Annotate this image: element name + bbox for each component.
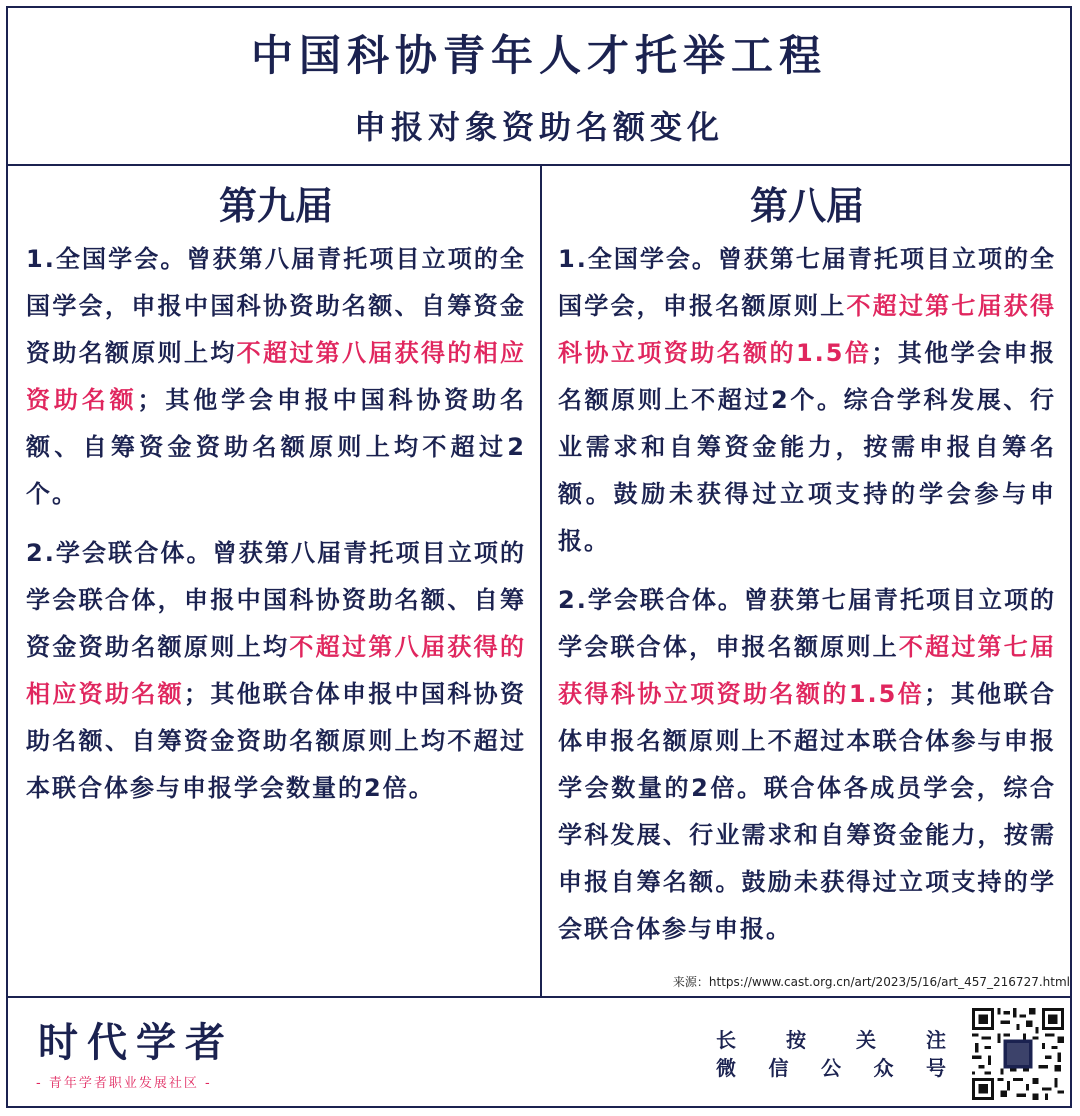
qr-caption-row-1 xyxy=(716,1026,946,1054)
body-text: ；其他联合体申报名额原则上不超过本联合体参与申报学会数量的2倍。联合体各成员学会，综合学科发展、行业需求和自筹资金能力，按需申报自筹名额。鼓励未获得过立项支持的学会联合体参与申报。 xyxy=(558,680,1057,943)
column-eighth-session xyxy=(542,166,1070,996)
paragraph-national-society-eighth xyxy=(558,236,1056,565)
body-text: 2.学会联合体。曾获第七届青托项目立项的学会联合体，申报名额原则上 xyxy=(558,586,1056,661)
brand-name: 时代学者 xyxy=(38,1020,234,1066)
qr-caption-row-2 xyxy=(716,1054,946,1082)
paragraph-national-society-ninth xyxy=(26,236,526,518)
source-url: 来源：https://www.cast.org.cn/art/2023/5/16/art_457_216727.html xyxy=(667,972,1070,992)
highlight-text: 不超过第八届获得的相应资助名额 xyxy=(26,339,527,414)
qr-caption-char: 按 xyxy=(786,1028,806,1052)
highlight-text: 不超过第七届获得科协立项资助名额的1.5倍 xyxy=(558,292,1057,367)
qr-caption-char: 长 xyxy=(716,1028,736,1052)
qr-caption-char: 号 xyxy=(926,1056,946,1080)
body-text: 1.全国学会。曾获第八届青托项目立项的全国学会，申报中国科协资助名额、自筹资金资助名额原则上均 xyxy=(26,245,526,367)
qr-caption-char: 众 xyxy=(873,1056,894,1080)
body-text: ；其他联合体申报中国科协资助名额、自筹资金资助名额原则上均不超过本联合体参与申报学会数量的2倍。 xyxy=(26,680,526,802)
body-text: ；其他学会申报名额原则上不超过2个。综合学科发展、行业需求和自筹资金能力，按需申报自筹名额。鼓励未获得过立项支持的学会参与申报。 xyxy=(558,339,1057,555)
page-title: 中国科协青年人才托举工程 xyxy=(250,31,827,80)
paragraph-society-union-ninth xyxy=(26,530,526,812)
qr-caption-char: 公 xyxy=(821,1056,841,1080)
body-text: 2.学会联合体。曾获第八届青托项目立项的学会联合体，申报中国科协资助名额、自筹资金资助名额原则上均 xyxy=(26,539,526,661)
highlight-text: 不超过第七届获得科协立项资助名额的1.5倍 xyxy=(558,633,1057,708)
qr-caption-char: 注 xyxy=(926,1028,946,1052)
page-subtitle: 申报对象资助名额变化 xyxy=(353,108,724,146)
column-heading-ninth: 第九届 xyxy=(218,183,333,228)
footer xyxy=(6,996,1072,1108)
column-heading-eighth: 第八届 xyxy=(749,183,864,228)
qr-caption-char: 信 xyxy=(768,1056,789,1080)
qr-code-icon[interactable] xyxy=(972,1008,1064,1100)
body-text: 1.全国学会。曾获第七届青托项目立项的全国学会，申报名额原则上 xyxy=(558,245,1056,320)
qr-caption xyxy=(716,1026,946,1082)
column-ninth-session xyxy=(8,166,540,996)
brand-tagline: - 青年学者职业发展社区 - xyxy=(36,1076,212,1091)
header xyxy=(6,6,1072,166)
highlight-text: 不超过第八届获得的相应资助名额 xyxy=(26,633,527,708)
qr-caption-char: 微 xyxy=(716,1056,736,1080)
qr-caption-char: 关 xyxy=(856,1028,876,1052)
body-text: ；其他学会申报中国科协资助名额、自筹资金资助名额原则上均不超过2个。 xyxy=(26,386,527,508)
paragraph-society-union-eighth xyxy=(558,577,1056,953)
